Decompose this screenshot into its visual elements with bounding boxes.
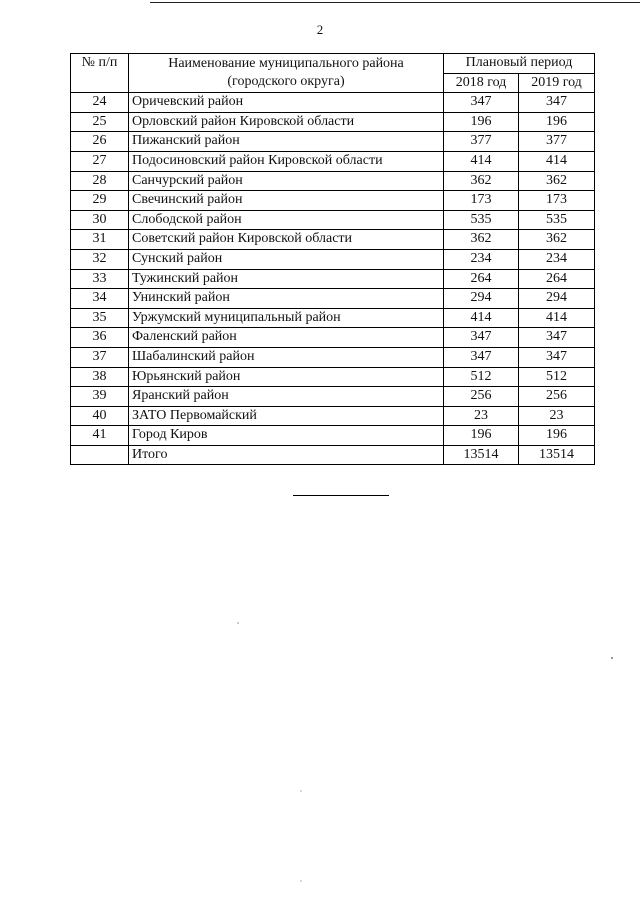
table-row	[71, 132, 595, 152]
header-name-line2: (городского округа)	[227, 74, 345, 90]
district-name: Уржумский муниципальный район	[129, 308, 444, 328]
value-2019: 414	[519, 308, 595, 328]
row-number	[71, 445, 129, 465]
table-row	[71, 230, 595, 250]
value-2018: 377	[444, 132, 519, 152]
district-name: Пижанский район	[129, 132, 444, 152]
district-name: Санчурский район	[129, 171, 444, 191]
table-row	[71, 210, 595, 230]
row-number: 39	[71, 387, 129, 407]
value-2019: 256	[519, 387, 595, 407]
table-row	[71, 347, 595, 367]
value-2018: 264	[444, 269, 519, 289]
row-number: 33	[71, 269, 129, 289]
value-2019: 347	[519, 347, 595, 367]
row-number: 32	[71, 249, 129, 269]
value-2019: 234	[519, 249, 595, 269]
district-name: Итого	[129, 445, 444, 465]
table-row	[71, 171, 595, 191]
table-row	[71, 406, 595, 426]
district-name: Тужинский район	[129, 269, 444, 289]
value-2018: 196	[444, 426, 519, 446]
scan-speck	[300, 790, 302, 792]
value-2018: 512	[444, 367, 519, 387]
footer-rule	[293, 495, 389, 496]
value-2019: 173	[519, 191, 595, 211]
top-rule	[150, 2, 640, 3]
value-2018: 173	[444, 191, 519, 211]
header-year-2019: 2019 год	[519, 73, 595, 93]
scan-speck	[300, 880, 302, 882]
district-name: Фаленский район	[129, 328, 444, 348]
value-2018: 362	[444, 230, 519, 250]
row-number: 26	[71, 132, 129, 152]
value-2019: 196	[519, 112, 595, 132]
table-row	[71, 269, 595, 289]
district-name: Сунский район	[129, 249, 444, 269]
value-2019: 196	[519, 426, 595, 446]
row-number: 24	[71, 93, 129, 113]
value-2018: 23	[444, 406, 519, 426]
table-body	[71, 93, 595, 465]
district-name: Оричевский район	[129, 93, 444, 113]
row-number: 37	[71, 347, 129, 367]
district-name: Слободской район	[129, 210, 444, 230]
district-name: Свечинский район	[129, 191, 444, 211]
table-row	[71, 426, 595, 446]
row-number: 27	[71, 151, 129, 171]
district-name: Советский район Кировской области	[129, 230, 444, 250]
page-number: 2	[316, 22, 324, 37]
district-name: Яранский район	[129, 387, 444, 407]
value-2018: 256	[444, 387, 519, 407]
row-number: 34	[71, 289, 129, 309]
value-2018: 347	[444, 328, 519, 348]
value-2018: 196	[444, 112, 519, 132]
value-2019: 23	[519, 406, 595, 426]
row-number: 35	[71, 308, 129, 328]
value-2019: 347	[519, 93, 595, 113]
value-2018: 362	[444, 171, 519, 191]
row-number: 31	[71, 230, 129, 250]
header-row-1	[71, 54, 595, 74]
table-row	[71, 289, 595, 309]
district-name: Город Киров	[129, 426, 444, 446]
header-num: № п/п	[71, 54, 129, 93]
total-row	[71, 445, 595, 465]
allocation-table	[70, 53, 595, 465]
row-number: 29	[71, 191, 129, 211]
table-row	[71, 387, 595, 407]
district-name: Унинский район	[129, 289, 444, 309]
header-period: Плановый период	[444, 54, 595, 74]
value-2019: 294	[519, 289, 595, 309]
header-year-2018: 2018 год	[444, 73, 519, 93]
value-2019: 362	[519, 171, 595, 191]
value-2018: 535	[444, 210, 519, 230]
table-row	[71, 308, 595, 328]
value-2019: 347	[519, 328, 595, 348]
value-2019: 414	[519, 151, 595, 171]
value-2018: 347	[444, 347, 519, 367]
table-row	[71, 367, 595, 387]
scan-speck	[237, 622, 239, 624]
value-2018: 294	[444, 289, 519, 309]
row-number: 41	[71, 426, 129, 446]
table-row	[71, 328, 595, 348]
district-name: Шабалинский район	[129, 347, 444, 367]
row-number: 36	[71, 328, 129, 348]
value-2018: 234	[444, 249, 519, 269]
value-2018: 13514	[444, 445, 519, 465]
table-row	[71, 249, 595, 269]
header-name	[129, 54, 444, 93]
district-name: Орловский район Кировской области	[129, 112, 444, 132]
row-number: 38	[71, 367, 129, 387]
district-name: ЗАТО Первомайский	[129, 406, 444, 426]
district-name: Подосиновский район Кировской области	[129, 151, 444, 171]
value-2019: 512	[519, 367, 595, 387]
scan-speck	[611, 657, 613, 659]
table-row	[71, 191, 595, 211]
table-row	[71, 151, 595, 171]
table-row	[71, 93, 595, 113]
row-number: 40	[71, 406, 129, 426]
value-2019: 377	[519, 132, 595, 152]
row-number: 28	[71, 171, 129, 191]
value-2018: 347	[444, 93, 519, 113]
value-2018: 414	[444, 151, 519, 171]
row-number: 25	[71, 112, 129, 132]
district-name: Юрьянский район	[129, 367, 444, 387]
value-2019: 264	[519, 269, 595, 289]
value-2019: 362	[519, 230, 595, 250]
header-name-line1: Наименование муниципального района	[168, 55, 404, 71]
value-2019: 535	[519, 210, 595, 230]
table-row	[71, 112, 595, 132]
row-number: 30	[71, 210, 129, 230]
value-2018: 414	[444, 308, 519, 328]
value-2019: 13514	[519, 445, 595, 465]
